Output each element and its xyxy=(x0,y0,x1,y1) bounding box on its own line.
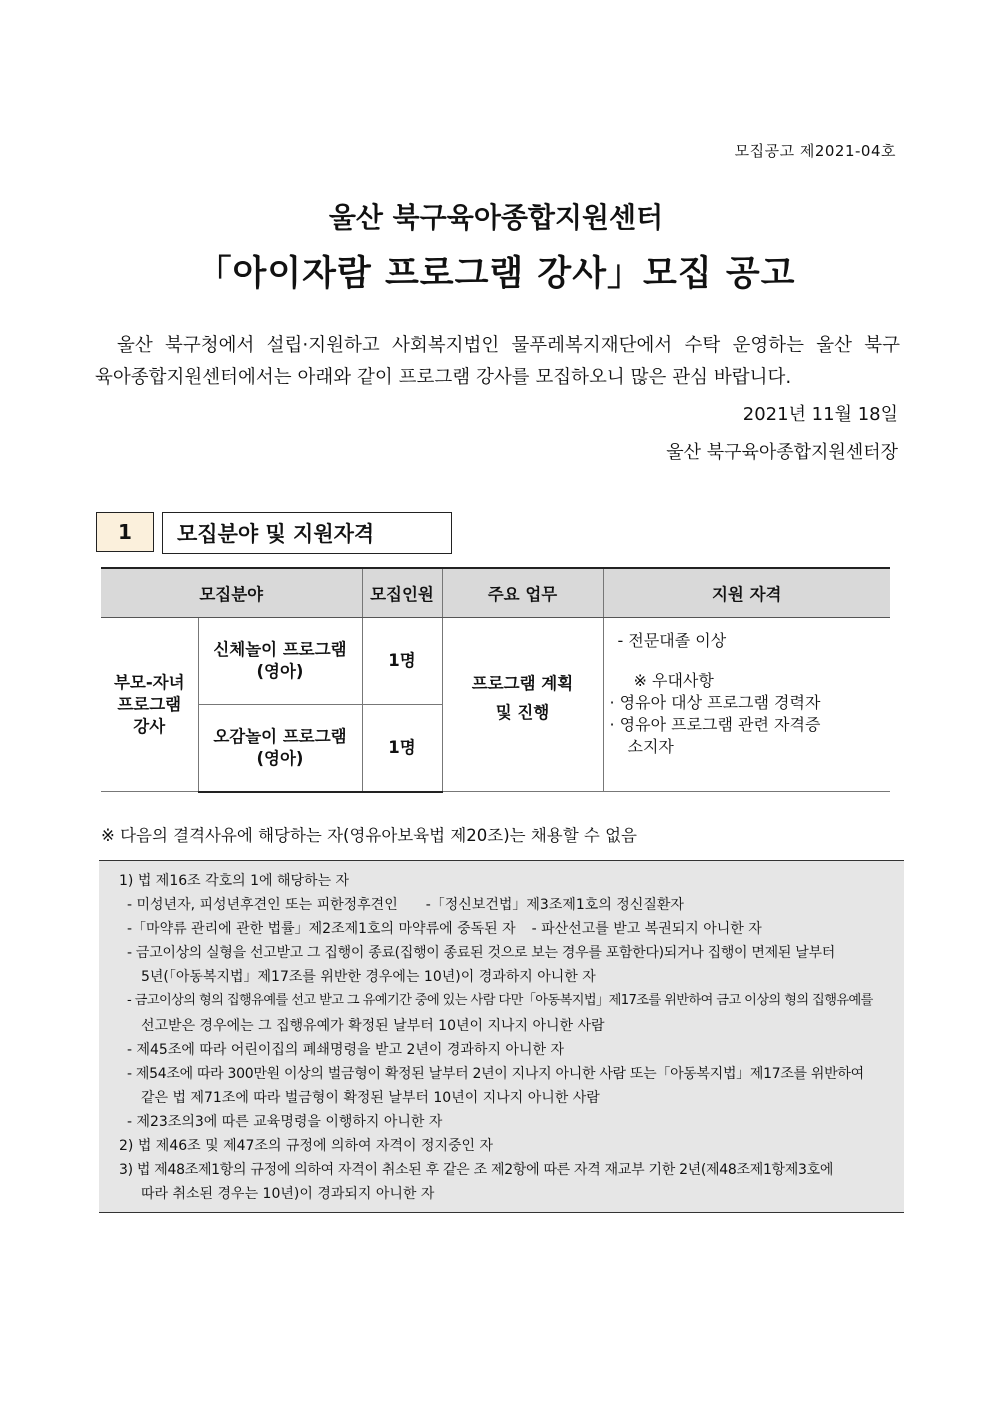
notice-number: 모집공고 제2021-04호 xyxy=(734,142,896,160)
qualification-requirement: - 전문대졸 이상 xyxy=(617,631,727,650)
list-item xyxy=(119,893,890,917)
exclusion-list xyxy=(99,860,904,1213)
list-item: - 금고이상의 실형을 선고받고 그 집행이 종료(집행이 종료된 것으로 보는 경우를 포함한다)되거나 집행이 면제된 날부터 xyxy=(127,945,835,962)
notice-date: 2021년 11월 18일 xyxy=(742,404,898,425)
intro-line-1: 울산 북구청에서 설립·지원하고 사회복지법인 물푸레복지재단에서 수탁 운영하는 울산 북구 xyxy=(117,335,900,356)
preference-item-continued: 소지자 xyxy=(627,737,674,756)
table-header-row xyxy=(101,568,890,618)
header-count: 모집인원 xyxy=(362,568,442,618)
program-cell xyxy=(198,618,362,705)
list-item: - 제45조에 따라 어린이집의 폐쇄명령을 받고 2년이 경과하지 아니한 자 xyxy=(127,1041,564,1058)
program-name: 신체놀이 프로그램 xyxy=(213,640,347,659)
program-cell xyxy=(198,705,362,792)
list-item-part: - 파산선고를 받고 복권되지 아니한 자 xyxy=(531,921,762,938)
duty-line: 및 진행 xyxy=(495,702,550,722)
list-item-continued: 같은 법 제71조에 따라 벌금형이 확정된 날부터 10년이 지나지 아니한 사람 xyxy=(141,1089,600,1106)
recruitment-table xyxy=(101,567,890,793)
preference-title: ※ 우대사항 xyxy=(633,671,714,690)
category-line: 부모-자녀 xyxy=(113,672,185,692)
list-item-continued: 5년(「아동복지법」제17조를 위반한 경우에는 10년)이 경과하지 아니한 자 xyxy=(141,969,596,986)
exclusion-note: ※ 다음의 결격사유에 해당하는 자(영유아보육법 제20조)는 채용할 수 없음 xyxy=(101,826,637,845)
list-item-part: - 미성년자, 피성년후견인 또는 피한정후견인 xyxy=(127,897,398,914)
preference-item: · 영유아 대상 프로그램 경력자 xyxy=(609,693,821,712)
list-item: - 제54조에 따라 300만원 이상의 벌금형이 확정된 날부터 2년이 지나지 아니한 사람 또는「아동복지법」제17조를 위반하여 xyxy=(127,1065,864,1082)
qualification-spacer xyxy=(610,652,885,670)
program-name: 오감놀이 프로그램 xyxy=(213,726,347,746)
preference-item: · 영유아 프로그램 관련 자격증 xyxy=(609,715,821,734)
title-organization: 울산 북구육아종합지원센터 xyxy=(328,201,664,234)
list-item xyxy=(119,917,890,941)
section-number: 1 xyxy=(96,512,154,552)
list-item-part: -「마약류 관리에 관한 법률」제2조제1호의 마약류에 중독된 자 xyxy=(127,921,516,938)
category-line: 프로그램 xyxy=(117,694,182,714)
qualification-cell xyxy=(603,618,890,792)
category-line: 강사 xyxy=(133,716,166,736)
header-field: 모집분야 xyxy=(101,568,362,618)
table-row xyxy=(101,618,890,705)
header-qualification: 지원 자격 xyxy=(603,568,890,618)
list-item: - 금고이상의 형의 집행유예를 선고 받고 그 유예기간 중에 있는 사람 다만「아동복지법」제17조를 위반하여 금고 이상의 형의 집행유예를 xyxy=(127,993,873,1009)
list-item-continued: 선고받은 경우에는 그 집행유예가 확정된 날부터 10년이 지나지 아니한 사람 xyxy=(141,1017,605,1034)
category-cell xyxy=(101,618,198,792)
header-duty: 주요 업무 xyxy=(442,568,603,618)
list-item: 2) 법 제46조 및 제47조의 규정에 의하여 자격이 정지중인 자 xyxy=(119,1138,494,1155)
page-title: 「아이자람 프로그램 강사」모집 공고 xyxy=(196,254,796,294)
list-item-continued: 따라 취소된 경우는 10년)이 경과되지 아니한 자 xyxy=(141,1186,435,1203)
section-title: 모집분야 및 지원자격 xyxy=(162,512,452,554)
intro-line-2: 육아종합지원센터에서는 아래와 같이 프로그램 강사를 모집하오니 많은 관심 바랍니다. xyxy=(95,367,792,388)
program-target: (영아) xyxy=(256,748,304,768)
list-item: 3) 법 제48조제1항의 규정에 의하여 자격이 취소된 후 같은 조 제2항에 따른 자격 재교부 기한 2년(제48조제1항제3호에 xyxy=(119,1162,834,1179)
program-target: (영아) xyxy=(256,662,304,681)
issuing-organization: 울산 북구육아종합지원센터장 xyxy=(666,442,898,463)
list-item: - 제23조의3에 따른 교육명령을 이행하지 아니한 자 xyxy=(127,1113,443,1130)
list-item-part: -「정신보건법」제3조제1호의 정신질환자 xyxy=(425,897,684,914)
count-cell: 1명 xyxy=(362,705,442,792)
duty-cell xyxy=(442,618,603,792)
list-item: 1) 법 제16조 각호의 1에 해당하는 자 xyxy=(119,873,350,889)
duty-line: 프로그램 계획 xyxy=(471,673,574,693)
intro-paragraph xyxy=(95,330,900,394)
count-cell: 1명 xyxy=(362,618,442,705)
